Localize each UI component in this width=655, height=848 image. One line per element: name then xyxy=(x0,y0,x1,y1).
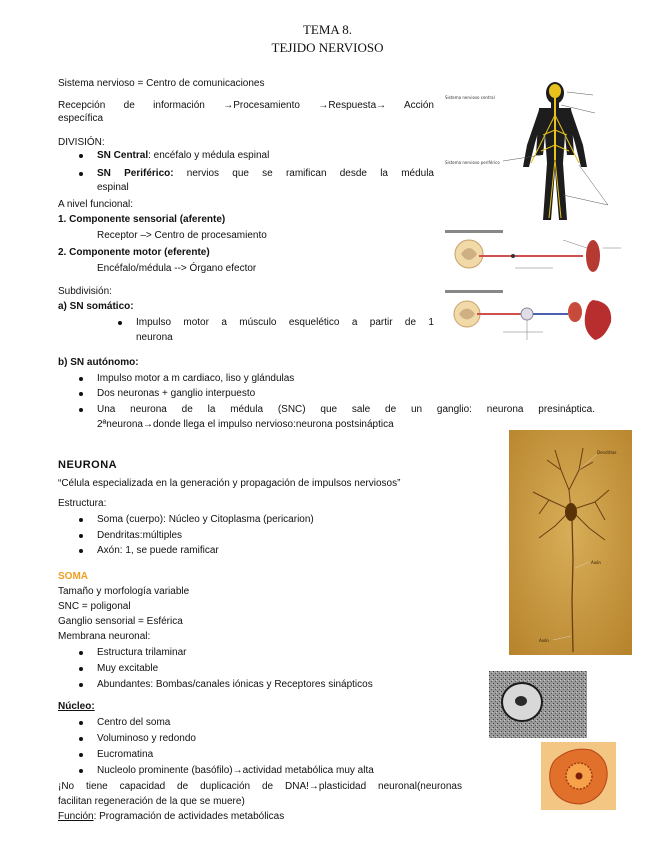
bullet-dot xyxy=(79,154,83,158)
sensory-heading: 1. Componente sensorial (aferente) xyxy=(58,214,226,225)
intro-line2a: Recepción de información →Procesamiento →Respuesta→ Acción xyxy=(58,100,434,111)
nucleo-bullet-4: Nucleolo prominente (basófilo)→actividad metabólica muy alta xyxy=(97,765,374,776)
soma-line2: SNC = poligonal xyxy=(58,601,131,612)
bullet-dot xyxy=(79,518,83,522)
intro-line2b: específica xyxy=(58,113,104,124)
neuron-label-axon: Axón xyxy=(591,560,601,565)
neuron-label-dendrites: Dendritas xyxy=(597,450,617,455)
somatic-heading: a) SN somático: xyxy=(58,301,134,312)
autonomic-heading: b) SN autónomo: xyxy=(58,357,139,368)
motor-heading: 2. Componente motor (eferente) xyxy=(58,247,210,258)
bullet-dot xyxy=(79,737,83,741)
figure-label-pns: Sistema nervioso periférico xyxy=(445,160,500,165)
bullet-dot xyxy=(79,392,83,396)
autonomic-efferent-diagram xyxy=(443,288,623,348)
nucleo-heading: Núcleo: xyxy=(58,701,95,712)
somatic-efferent-diagram xyxy=(443,228,623,284)
bullet-dot xyxy=(79,769,83,773)
nucleo-bullet-3: Eucromatina xyxy=(97,749,154,760)
autonomic-bullet-3b: 2ªneurona→donde llega el impulso nervioso:neurona postsináptica xyxy=(97,419,394,430)
division-peripheral-2: espinal xyxy=(97,182,129,193)
bullet-dot xyxy=(79,753,83,757)
nervous-system-body-figure xyxy=(443,75,623,222)
structure-heading: Estructura: xyxy=(58,498,107,509)
bullet-dot xyxy=(118,321,122,325)
soma-line4: Membrana neuronal: xyxy=(58,631,151,642)
bullet-dot xyxy=(79,549,83,553)
soma-bullet-1: Estructura trilaminar xyxy=(97,647,187,658)
nucleo-bullet-1: Centro del soma xyxy=(97,717,171,728)
soma-line1: Tamaño y morfología variable xyxy=(58,586,190,597)
neurona-definition: “Célula especializada en la generación y propagación de impulsos nerviosos” xyxy=(58,478,401,489)
soma-bullet-3: Abundantes: Bombas/canales iónicas y Receptores sinápticos xyxy=(97,679,373,690)
nucleus-electron-micrograph xyxy=(489,671,587,738)
neurona-heading: NEURONA xyxy=(58,459,118,471)
autonomic-bullet-3a: Una neurona de la médula (SNC) que sale de un ganglio: neurona presináptica. xyxy=(97,404,595,415)
somatic-bullet-1a: Impulso motor a músculo esquelético a partir de 1 xyxy=(136,317,434,328)
bullet-dot xyxy=(79,534,83,538)
title-line2: TEJIDO NERVIOSO xyxy=(271,40,384,55)
bullet-dot xyxy=(79,408,83,412)
nucleo-para-1: ¡No tiene capacidad de duplicación de DNA!→plasticidad neuronal(neuronas xyxy=(58,781,462,792)
nucleo-bullet-2: Voluminoso y redondo xyxy=(97,733,196,744)
intro-line1: Sistema nervioso = Centro de comunicaciones xyxy=(58,78,265,89)
functional-level: A nivel funcional: xyxy=(58,199,134,210)
sensory-text: Receptor –> Centro de procesamiento xyxy=(97,230,267,241)
autonomic-bullet-2: Dos neuronas + ganglio interpuesto xyxy=(97,388,256,399)
nucleo-function: Función: Programación de actividades metabólicas xyxy=(58,811,285,822)
structure-axon: Axón: 1, se puede ramificar xyxy=(97,545,219,556)
division-heading: DIVISIÓN: xyxy=(58,137,105,148)
structure-soma: Soma (cuerpo): Núcleo y Citoplasma (pericarion) xyxy=(97,514,314,525)
motor-text: Encéfalo/médula --> Órgano efector xyxy=(97,263,257,274)
autonomic-bullet-1: Impulso motor a m cardiaco, liso y glándulas xyxy=(97,373,295,384)
nucleus-stained-micrograph xyxy=(541,742,616,810)
neuron-micrograph xyxy=(509,430,632,655)
soma-line3: Ganglio sensorial = Esférica xyxy=(58,616,183,627)
bullet-dot xyxy=(79,651,83,655)
nucleo-para-2: facilitan regeneración de la que se muere) xyxy=(58,796,245,807)
division-central: SN Central: encéfalo y médula espinal xyxy=(97,150,270,161)
bullet-dot xyxy=(79,721,83,725)
soma-bullet-2: Muy excitable xyxy=(97,663,159,674)
neuron-label-axon-bottom: Axón xyxy=(539,638,549,643)
soma-heading: SOMA xyxy=(58,571,88,582)
bullet-dot xyxy=(79,683,83,687)
subdivision-heading: Subdivisión: xyxy=(58,286,112,297)
division-peripheral: SN Periférico: nervios que se ramifican desde la médula xyxy=(97,168,434,179)
bullet-dot xyxy=(79,377,83,381)
bullet-dot xyxy=(79,172,83,176)
bullet-dot xyxy=(79,667,83,671)
title-line1: TEMA 8. xyxy=(302,22,353,37)
structure-dendrites: Dendritas:múltiples xyxy=(97,530,183,541)
figure-label-cns: Sistema nervioso central xyxy=(445,95,495,100)
somatic-bullet-1b: neurona xyxy=(136,332,173,343)
